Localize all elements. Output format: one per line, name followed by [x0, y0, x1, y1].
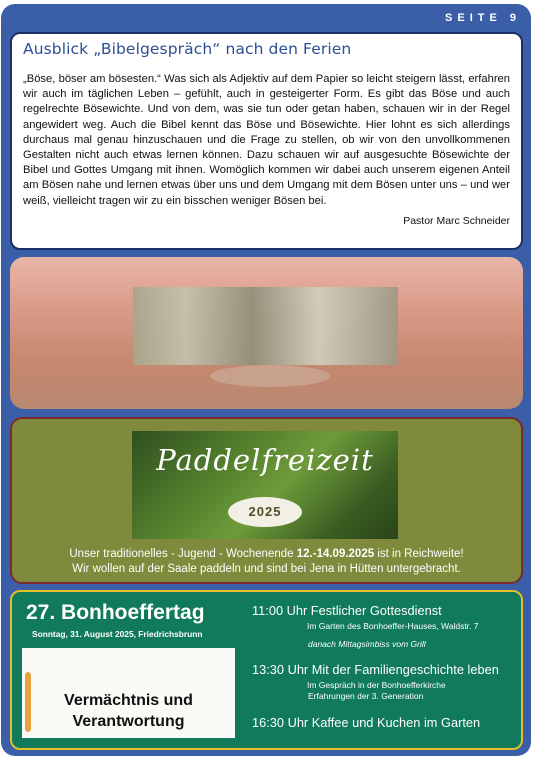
schedule-item	[252, 715, 520, 731]
paddel-line2: Wir wollen auf der Saale paddeln und sind bei Jena in Hütten untergebracht.	[72, 562, 461, 575]
paddel-line1-post: ist in Reichweite!	[374, 548, 464, 560]
schedule-time: 11:00 Uhr Festlicher Gottesdienst	[252, 603, 442, 618]
schedule-time: 16:30 Uhr Kaffee und Kuchen im Garten	[252, 715, 481, 730]
bonhoeffertag-box	[10, 590, 523, 750]
event-schedule	[252, 603, 520, 731]
event-title: 27. Bonhoeffertag	[26, 601, 205, 624]
paddelfreizeit-description	[12, 547, 521, 576]
article-bibelgespraech	[10, 32, 523, 250]
article-body: „Böse, böser am bösesten.“ Was sich als Adjektiv auf dem Papier so leicht steigern lässt, erfahren wir auch im täglichen Leben – gefühlt, auch in gesteigerter Form. Es gibt das Böse und auch regelrechte Bösewichte. Und von dem, was sie tun oder getan haben, schauen wir in der Regel angewidert weg. Auch die Bibel kennt das Böse und Bösewichte. Hier lohnt es sich allerdings durchaus mal genau hinzuschauen und die Frage zu stellen, ob wir von den unvollkommenen Gestalten nicht auch etwas lernen können. Dazu schauen wir auf ausgesuchte Bösewichte der Bibel und Gottes Umgang mit ihnen. Womöglich kommen wir dabei auch unserem eigenen Anteil am Bösen nahe und lernen etwas über uns und dem Umgang mit dem Bösen unter uns – und wer weiß, vielleicht tragen wir zu ein bisschen weniger Bösen bei.	[23, 73, 510, 207]
paddelfreizeit-banner	[132, 431, 398, 539]
schedule-item	[252, 662, 520, 702]
schedule-time: 13:30 Uhr Mit der Familiengeschichte leben	[252, 662, 499, 677]
schedule-item	[252, 603, 520, 649]
paddelfreizeit-year-badge: 2025	[228, 497, 302, 527]
paddelfreizeit-box	[10, 417, 523, 584]
paddelfreizeit-title: Paddelfreizeit	[156, 443, 374, 477]
legacy-heading-line2: Verantwortung	[72, 713, 185, 730]
schedule-note: danach Mittagsimbiss vom Grill	[308, 639, 426, 649]
photo-content	[133, 287, 398, 365]
paddel-line1-pre: Unser traditionelles - Jugend - Wochenende	[69, 548, 297, 560]
article-author: Pastor Marc Schneider	[403, 214, 510, 227]
legacy-heading	[22, 690, 235, 732]
article-title: Ausblick „Bibelgespräch“ nach den Ferien	[23, 40, 352, 58]
page-header	[1, 4, 531, 32]
paddel-dates: 12.-14.09.2025	[296, 548, 375, 560]
event-subtitle: Sonntag, 31. August 2025, Friedrichsbrunn	[32, 629, 203, 639]
schedule-detail: Im Garten des Bonhoeffer-Hauses, Waldstr. 7	[307, 621, 479, 631]
schedule-detail: Erfahrungen der 3. Generation	[308, 691, 424, 701]
handwriting-image	[34, 651, 234, 689]
page	[1, 4, 531, 756]
photo-detail	[210, 365, 330, 387]
legacy-card	[22, 648, 235, 738]
legacy-heading-line1: Vermächtnis und	[64, 692, 193, 709]
page-number: SEITE 9	[445, 12, 521, 24]
schedule-detail: Im Gespräch in der Bonhoefferkirche	[307, 680, 446, 690]
decorative-photo	[10, 257, 523, 409]
